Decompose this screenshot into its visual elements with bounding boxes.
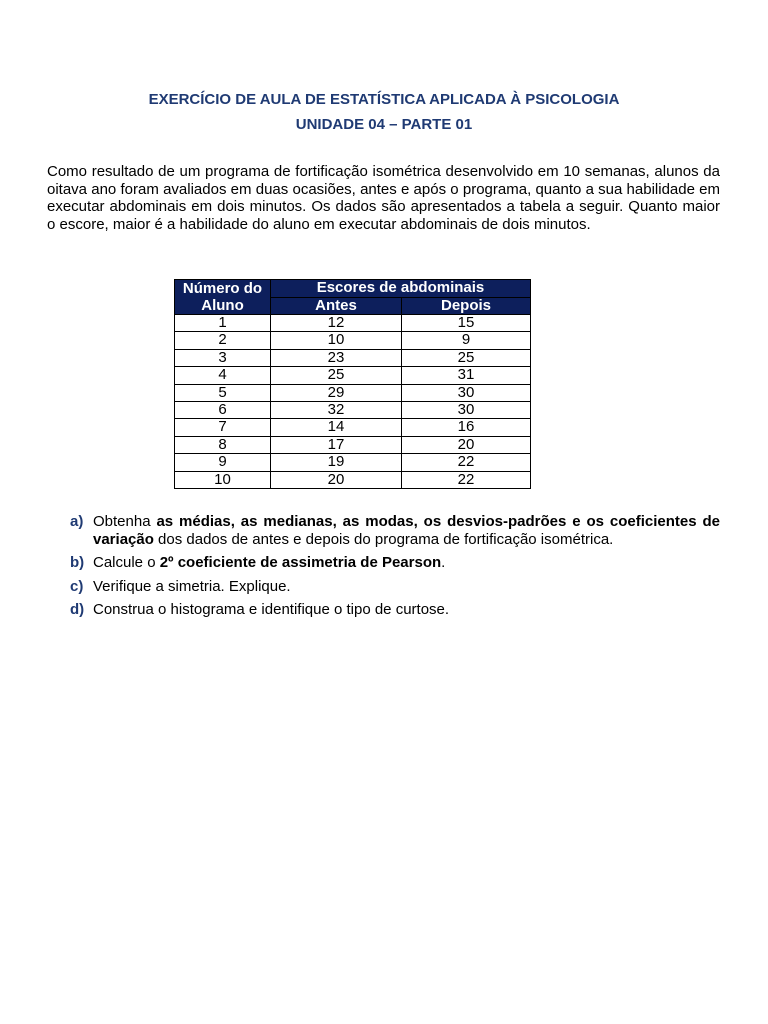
table-row: [175, 401, 531, 418]
question-text: [93, 578, 720, 596]
cell-student-number: 2: [175, 332, 271, 349]
intro-paragraph: Como resultado de um programa de fortificação isométrica desenvolvido em 10 semanas, alunos da oitava ano foram avaliados em duas ocasiões, antes e após o programa, quanto a sua habilidade em executar abdominais em dois minutos. Os dados são apresentados a tabela a seguir. Quanto maior o escore, maior é a habilidade do aluno em executar abdominais de dois minutos.: [47, 163, 720, 233]
scores-table-body: [175, 315, 531, 489]
table-row: [175, 436, 531, 453]
question-item: [70, 513, 720, 548]
cell-before: 14: [271, 419, 402, 436]
table-row: [175, 349, 531, 366]
cell-before: 17: [271, 436, 402, 453]
cell-before: 10: [271, 332, 402, 349]
cell-student-number: 6: [175, 401, 271, 418]
question-item: [70, 578, 720, 596]
question-letter: a): [70, 513, 84, 530]
cell-after: 15: [402, 315, 531, 332]
cell-student-number: 3: [175, 349, 271, 366]
cell-student-number: 9: [175, 454, 271, 471]
question-text-part: .: [441, 554, 446, 571]
cell-after: 30: [402, 401, 531, 418]
cell-after: 20: [402, 436, 531, 453]
cell-before: 23: [271, 349, 402, 366]
table-row: [175, 419, 531, 436]
header-student-number: Número do Aluno: [175, 280, 271, 315]
cell-student-number: 1: [175, 315, 271, 332]
cell-after: 9: [402, 332, 531, 349]
cell-before: 19: [271, 454, 402, 471]
question-text-part: Obtenha: [93, 513, 157, 530]
question-text-bold: as médias, as medianas, as modas, os desvios-padrões e os coeficientes de variação: [93, 513, 720, 548]
question-letter: b): [70, 554, 85, 571]
page-title: EXERCÍCIO DE AULA DE ESTATÍSTICA APLICADA À PSICOLOGIA: [148, 91, 620, 108]
cell-before: 29: [271, 384, 402, 401]
cell-after: 30: [402, 384, 531, 401]
header-scores-group: Escores de abdominais: [271, 280, 531, 298]
table-row: [175, 454, 531, 471]
cell-before: 32: [271, 401, 402, 418]
questions-list: [70, 513, 720, 625]
cell-after: 22: [402, 471, 531, 488]
cell-student-number: 7: [175, 419, 271, 436]
cell-before: 12: [271, 315, 402, 332]
table-row: [175, 384, 531, 401]
question-text-part: Construa o histograma e identifique o tipo de curtose.: [93, 601, 450, 618]
cell-before: 20: [271, 471, 402, 488]
cell-after: 16: [402, 419, 531, 436]
cell-student-number: 4: [175, 367, 271, 384]
page-subtitle: UNIDADE 04 – PARTE 01: [295, 116, 473, 133]
question-text: [93, 513, 720, 548]
question-letter: d): [70, 601, 85, 618]
table-row: [175, 332, 531, 349]
cell-after: 22: [402, 454, 531, 471]
question-text: [93, 601, 720, 619]
cell-after: 25: [402, 349, 531, 366]
question-text-part: Verifique a simetria. Explique.: [93, 577, 291, 595]
cell-after: 31: [402, 367, 531, 384]
question-text-part: dos dados de antes e depois do programa de fortificação isométrica.: [153, 530, 614, 548]
cell-before: 25: [271, 367, 402, 384]
cell-student-number: 8: [175, 436, 271, 453]
header-before: Antes: [271, 297, 402, 315]
cell-student-number: 5: [175, 384, 271, 401]
question-item: [70, 601, 720, 619]
cell-student-number: 10: [175, 471, 271, 488]
scores-table: [174, 279, 531, 489]
table-row: [175, 367, 531, 384]
header-after: Depois: [402, 297, 531, 315]
table-row: [175, 315, 531, 332]
question-text-part: Calcule o: [93, 554, 160, 571]
table-row: [175, 471, 531, 488]
question-letter: c): [70, 577, 84, 595]
question-text-bold: 2º coeficiente de assimetria de Pearson: [159, 554, 442, 571]
question-text: [93, 554, 720, 572]
question-item: [70, 554, 720, 572]
